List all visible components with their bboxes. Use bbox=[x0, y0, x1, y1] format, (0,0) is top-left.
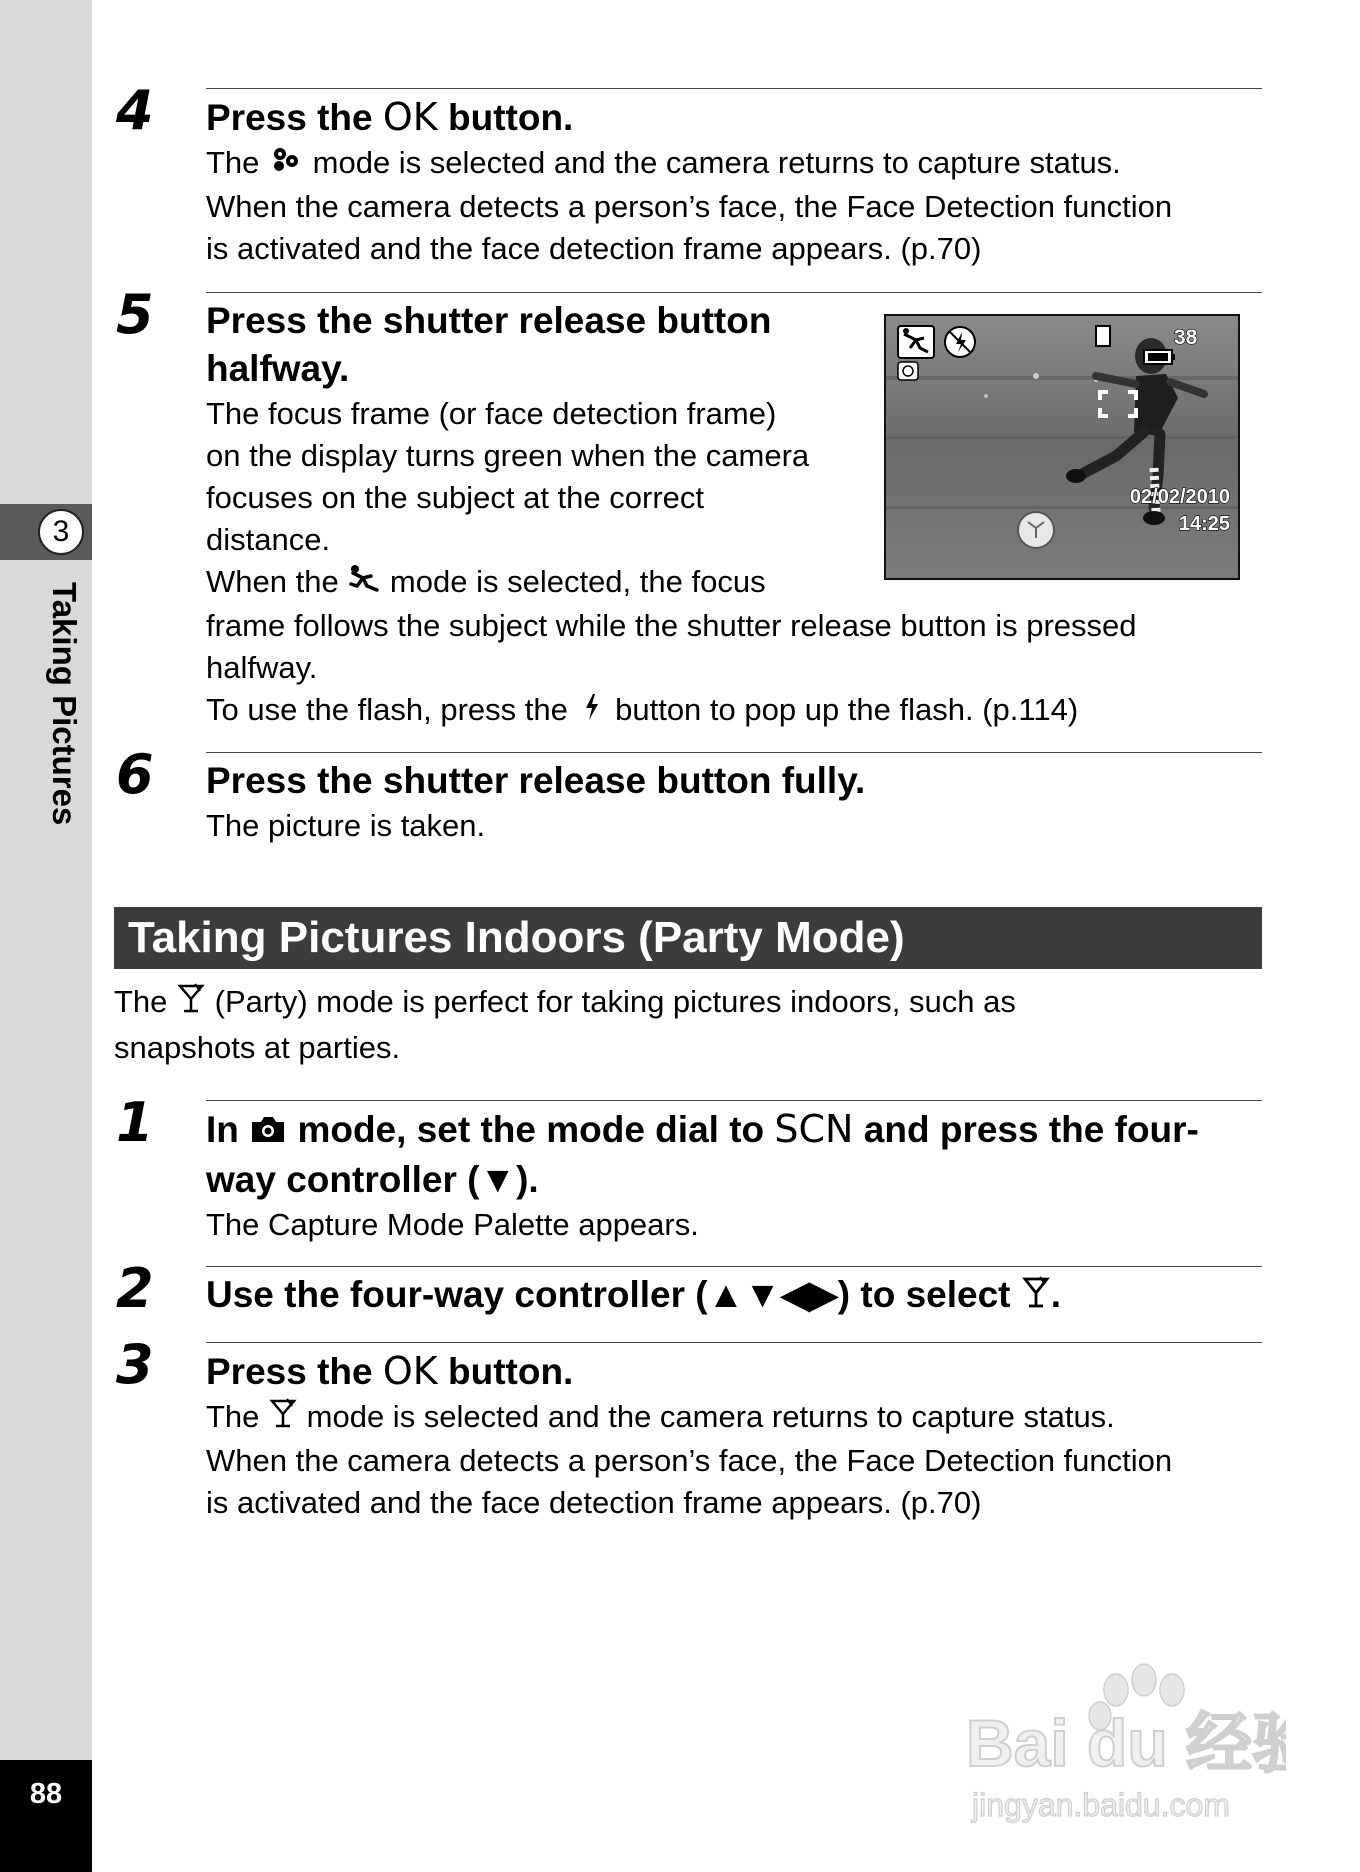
step-number: 5 bbox=[116, 283, 154, 346]
section-title: Taking Pictures Indoors (Party Mode) bbox=[128, 913, 905, 962]
lcd-scene bbox=[886, 316, 1238, 578]
step-text: focuses on the subject at the correct bbox=[206, 480, 704, 515]
step-text: When the camera detects a person’s face, the Face Detection function bbox=[206, 188, 1173, 224]
party-mode-icon bbox=[268, 1397, 298, 1440]
lcd-time: 14:25 bbox=[1178, 513, 1230, 535]
ok-label: OK bbox=[382, 1349, 438, 1393]
step-text: When the mode is selected, the focus bbox=[206, 561, 1262, 605]
step-number: 3 bbox=[116, 1333, 154, 1396]
step-number: 2 bbox=[116, 1257, 154, 1320]
watermark-url: jingyan.baidu.com bbox=[972, 1787, 1230, 1823]
party-mode-icon bbox=[176, 982, 206, 1026]
page-number-box bbox=[0, 1760, 92, 1872]
step-number: 1 bbox=[116, 1091, 154, 1154]
party-mode-icon bbox=[1021, 1273, 1051, 1321]
section-intro: The (Party) mode is perfect for taking pictures indoors, such as snapshots at parties. bbox=[114, 980, 1262, 1070]
step-title: Press the shutter release button halfway. bbox=[206, 300, 772, 389]
step-number: 6 bbox=[116, 743, 154, 806]
step-text: When the camera detects a person’s face, the Face Detection function bbox=[206, 1443, 1173, 1479]
step-title: In mode, set the mode dial to SCN and press the four- way controller (▼). bbox=[206, 1107, 1199, 1201]
flash-icon bbox=[577, 691, 607, 733]
step-text: The picture is taken. bbox=[206, 808, 486, 843]
lcd-date: 02/02/2010 bbox=[1129, 486, 1230, 508]
page-number: 88 bbox=[29, 1778, 63, 1810]
step-2 bbox=[116, 1257, 1262, 1321]
memory-card-icon bbox=[1096, 326, 1110, 346]
step-6 bbox=[116, 743, 1262, 847]
step-text: The Capture Mode Palette appears. bbox=[206, 1207, 699, 1243]
step-title: Press the OK button. bbox=[206, 95, 574, 139]
sport-mode-icon bbox=[347, 563, 381, 605]
baidu-watermark bbox=[966, 1650, 1286, 1830]
step-title: Press the shutter release button fully. bbox=[206, 760, 866, 801]
step-3 bbox=[116, 1333, 1262, 1524]
face-detection-icon bbox=[898, 362, 918, 380]
camera-icon bbox=[249, 1108, 287, 1156]
step-text: frame follows the subject while the shutter release button is pressed bbox=[206, 607, 1137, 643]
shots-remaining: 38 bbox=[1174, 326, 1198, 349]
step-number: 4 bbox=[116, 79, 154, 142]
step-title: Press the OK button. bbox=[206, 1349, 574, 1393]
ok-label: OK bbox=[382, 95, 438, 139]
step-text: The mode is selected and the camera returns to capture status. bbox=[206, 142, 1262, 186]
step-text: The mode is selected and the camera returns to capture status. bbox=[206, 1396, 1262, 1440]
step-1 bbox=[116, 1091, 1262, 1246]
step-title: Use the four-way controller (▲▼◀▶) to select . bbox=[206, 1267, 1262, 1321]
step-text: on the display turns green when the camera bbox=[206, 438, 810, 473]
step-text: is activated and the face detection frame appears. (p.70) bbox=[206, 1485, 982, 1521]
camera-lcd-preview bbox=[884, 314, 1240, 580]
chapter-sidebar bbox=[0, 0, 92, 1872]
chapter-number: 3 bbox=[38, 509, 84, 555]
step-text: halfway. bbox=[206, 649, 318, 685]
step-4 bbox=[116, 79, 1262, 270]
kids-mode-icon bbox=[268, 144, 304, 186]
watermark-brand: Bai du 经验 bbox=[966, 1706, 1286, 1780]
scn-label: SCN bbox=[774, 1107, 854, 1151]
chapter-title: Taking Pictures bbox=[46, 582, 83, 826]
step-text: The focus frame (or face detection frame) bbox=[206, 396, 777, 431]
step-text: To use the flash, press the button to pop up the flash. (p.114) bbox=[206, 689, 1262, 733]
step-text: distance. bbox=[206, 522, 331, 557]
step-text: is activated and the face detection frame appears. (p.70) bbox=[206, 230, 982, 266]
